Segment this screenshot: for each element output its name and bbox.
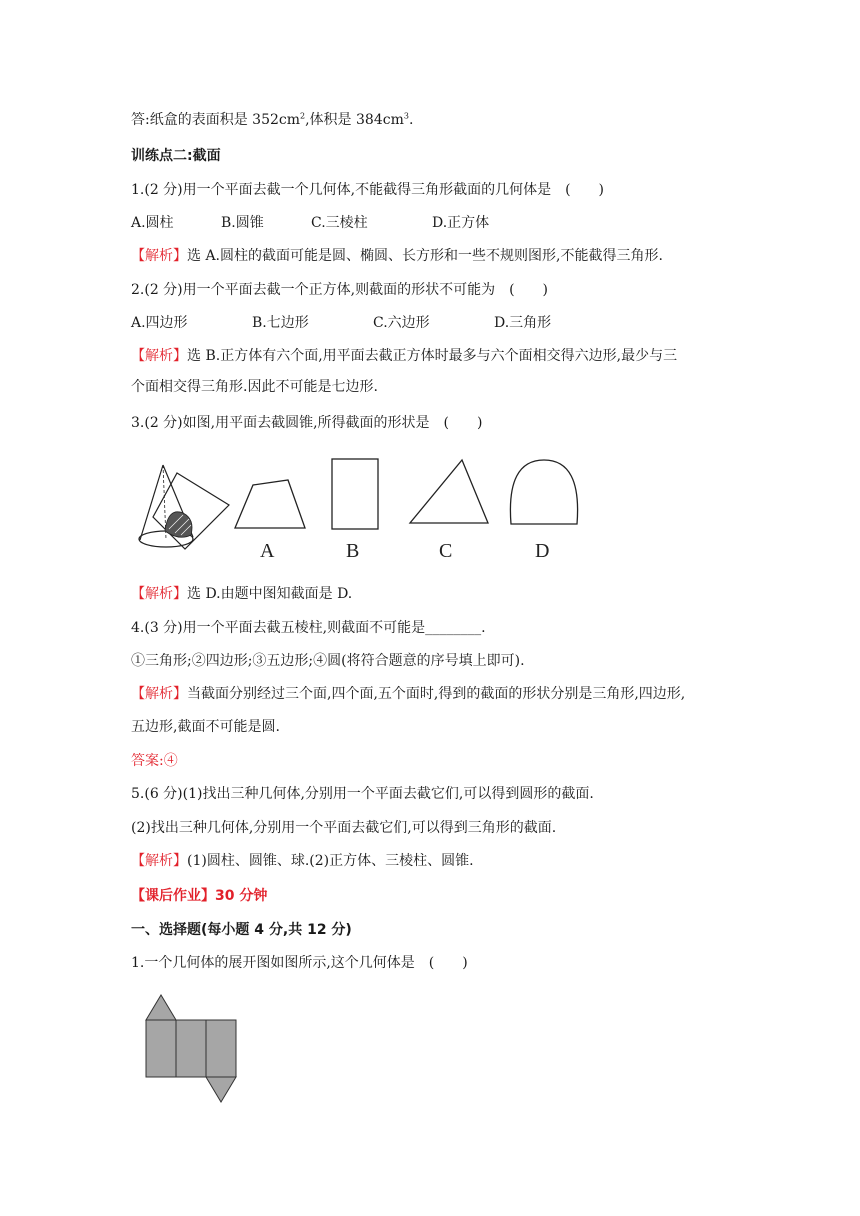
figure-label-d: D bbox=[535, 540, 550, 562]
q1-option-b: B.圆锥 bbox=[221, 215, 264, 231]
analysis-label: 【解析】 bbox=[131, 586, 187, 602]
analysis-label: 【解析】 bbox=[131, 348, 187, 364]
q4-choices: ①三角形;②四边形;③五边形;④圆(将符合题意的序号填上即可). bbox=[131, 653, 525, 669]
q2-analysis-1: 【解析】选 B.正方体有六个面,用平面去截正方体时最多与六个面相交得六边形,最少与三 bbox=[131, 348, 678, 364]
option-b-rectangle-shape bbox=[330, 457, 380, 531]
q1-option-d: D.正方体 bbox=[432, 215, 490, 231]
q2-option-a: A.四边形 bbox=[131, 315, 188, 331]
q1-stem: 1.(2 分)用一个平面去截一个几何体,不能截得三角形截面的几何体是 ( ) bbox=[131, 182, 605, 198]
cone-cut-figure bbox=[135, 445, 235, 565]
option-c-triangle-shape bbox=[408, 458, 490, 526]
analysis-label: 【解析】 bbox=[131, 853, 187, 869]
q4-analysis-2: 五边形,截面不可能是圆. bbox=[131, 719, 280, 735]
q3-stem: 3.(2 分)如图,用平面去截圆锥,所得截面的形状是 ( ) bbox=[131, 415, 483, 431]
option-a-trapezoid-shape bbox=[233, 478, 308, 533]
figure-label-a: A bbox=[260, 540, 275, 562]
analysis-label: 【解析】 bbox=[131, 686, 187, 702]
option-d-arch-shape bbox=[508, 458, 580, 528]
q4-answer: 答案:④ bbox=[131, 753, 178, 769]
q2-analysis-2: 个面相交得三角形.因此不可能是七边形. bbox=[131, 379, 378, 395]
q5-analysis: 【解析】(1)圆柱、圆锥、球.(2)正方体、三棱柱、圆锥. bbox=[131, 853, 474, 869]
q5-stem-2: (2)找出三种几何体,分别用一个平面去截它们,可以得到三角形的截面. bbox=[131, 820, 557, 836]
q5-stem-1: 5.(6 分)(1)找出三种几何体,分别用一个平面去截它们,可以得到圆形的截面. bbox=[131, 786, 594, 802]
q4-stem: 4.(3 分)用一个平面去截五棱柱,则截面不可能是________. bbox=[131, 620, 486, 636]
figure-label-c: C bbox=[439, 540, 453, 562]
q2-option-d: D.三角形 bbox=[494, 315, 552, 331]
q1-option-a: A.圆柱 bbox=[131, 215, 174, 231]
q2-stem: 2.(2 分)用一个平面去截一个正方体,则截面的形状不可能为 ( ) bbox=[131, 282, 549, 298]
q1-analysis: 【解析】选 A.圆柱的截面可能是圆、椭圆、长方形和一些不规则图形,不能截得三角形. bbox=[131, 248, 663, 264]
q2-options bbox=[131, 313, 551, 333]
homework-title: 【课后作业】30 分钟 bbox=[131, 888, 268, 904]
answer-surface-volume: 答:纸盒的表面积是 $352cm^2$,体积是 $384cm^3$. bbox=[131, 111, 414, 128]
analysis-label: 【解析】 bbox=[131, 248, 187, 264]
q3-analysis: 【解析】选 D.由题中图知截面是 D. bbox=[131, 586, 353, 602]
q2-option-c: C.六边形 bbox=[373, 315, 430, 331]
q4-analysis-1: 【解析】当截面分别经过三个面,四个面,五个面时,得到的截面的形状分别是三角形,四边形, bbox=[131, 686, 686, 702]
figure-label-b: B bbox=[346, 540, 360, 562]
q1-options bbox=[131, 213, 489, 233]
prism-net-figure bbox=[144, 993, 240, 1105]
section-title-cross-section: 训练点二:截面 bbox=[131, 148, 221, 164]
q1-option-c: C.三棱柱 bbox=[311, 215, 368, 231]
part1-title: 一、选择题(每小题 4 分,共 12 分) bbox=[131, 922, 352, 938]
q2-option-b: B.七边形 bbox=[252, 315, 309, 331]
hq1-stem: 1.一个几何体的展开图如图所示,这个几何体是 ( ) bbox=[131, 955, 468, 971]
